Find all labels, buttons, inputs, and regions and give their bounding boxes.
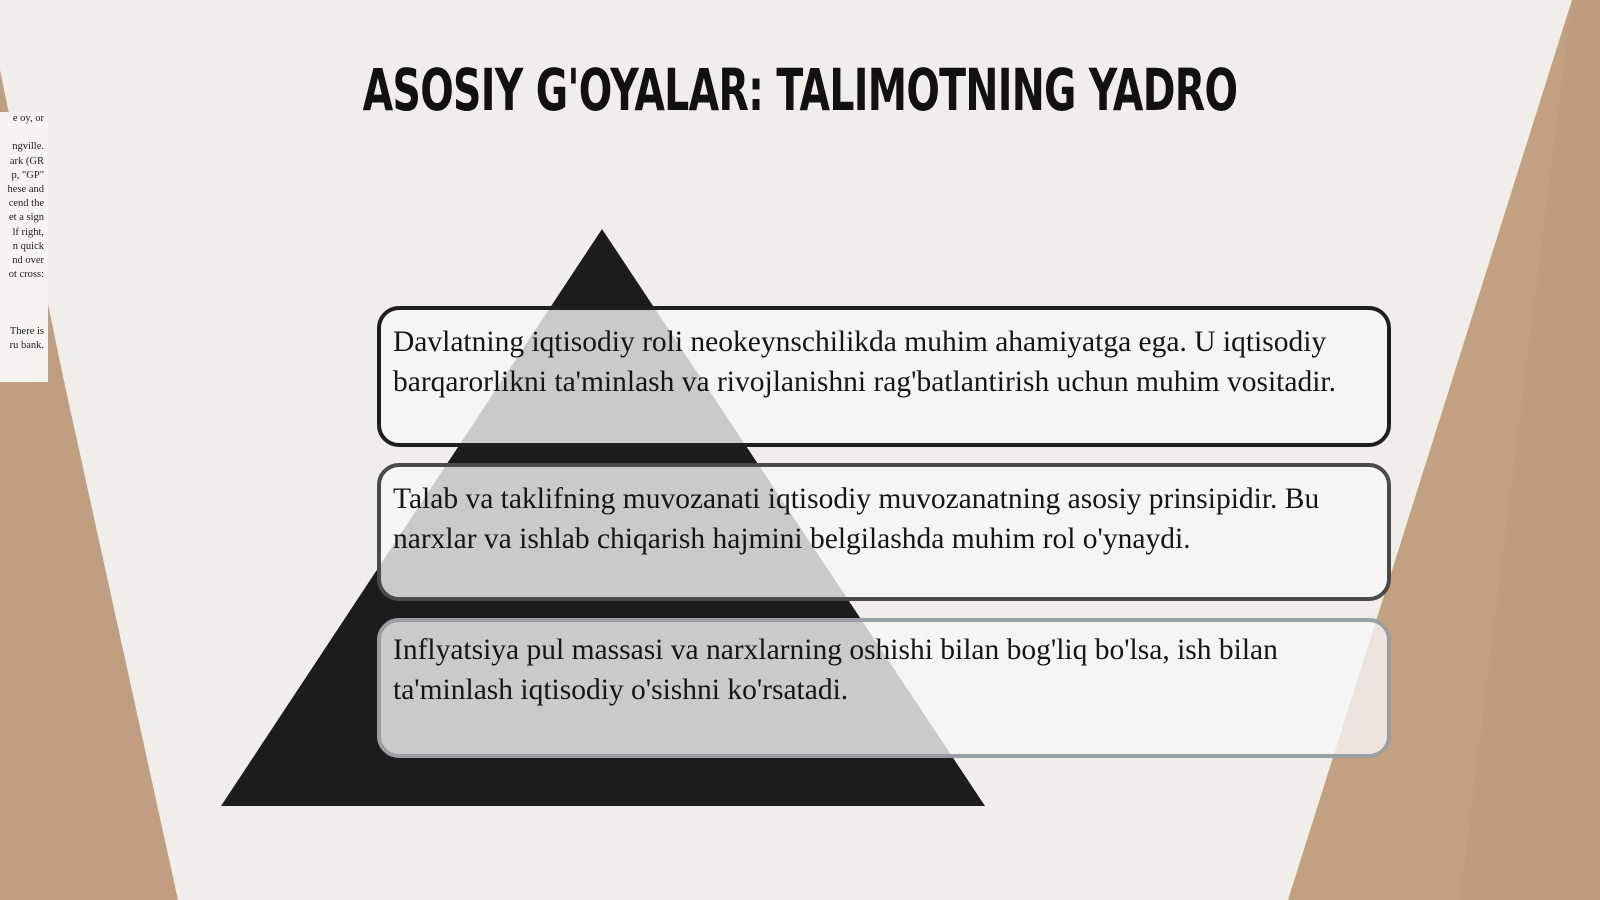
- newspaper-line: p, "GP": [11, 169, 44, 181]
- key-point-text-1: Davlatning iqtisodiy roli neokeynschilikda muhim ahamiyatga ega. U iqtisodiy barqarorlikni ta'minlash va rivojlanishni rag'batlantirish uchun muhim vositadir.: [393, 326, 1336, 398]
- newspaper-line: n quick: [12, 240, 44, 252]
- newspaper-line: et a sign: [9, 212, 44, 224]
- key-point-text-3: Inflyatsiya pul massasi va narxlarning oshishi bilan bog'liq bo'lsa, ish bilan ta'minlash iqtisodiy o'sishni ko'rsatadi.: [393, 634, 1278, 706]
- newspaper-line: There is: [9, 325, 44, 337]
- newspaper-line: lf right,: [12, 226, 44, 238]
- key-point-card-2: [377, 463, 1391, 601]
- newspaper-line: e oy, or: [12, 113, 44, 124]
- newspaper-line: ot cross:: [8, 269, 44, 281]
- newspaper-line: ngville.: [12, 141, 44, 153]
- newspaper-line: nd over: [12, 254, 44, 266]
- newspaper-line: ru bank.: [9, 340, 44, 351]
- newspaper-line: ark (GR: [9, 155, 44, 167]
- key-point-text-2: Talab va taklifning muvozanati iqtisodiy muvozanatning asosiy prinsipidir. Bu narxlar va ishlab chiqarish hajmini belgilashda muhim rol o'ynaydi.: [393, 483, 1320, 555]
- key-point-card-3: [377, 618, 1391, 758]
- slide-title: ASOSIY G'OYALAR: TALIMOTNING YADRO: [362, 56, 1238, 124]
- newspaper-line: hese and: [7, 183, 44, 195]
- newspaper-line: cend the: [8, 198, 44, 210]
- key-point-card-1: [377, 306, 1391, 447]
